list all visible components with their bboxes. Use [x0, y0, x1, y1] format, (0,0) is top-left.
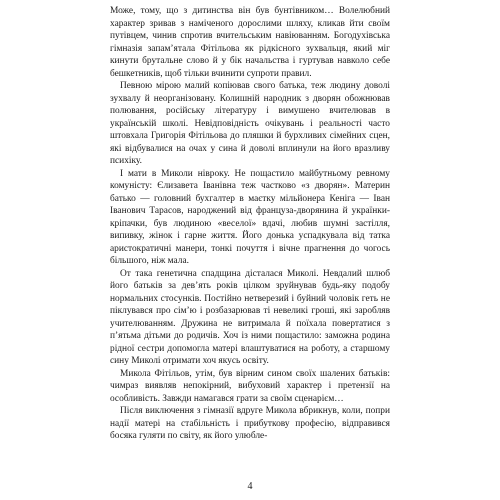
paragraph-4: От така генетична спадщина дісталася Миколі. Невдалий шлюб його батьків за дев’ять років цілком зруйнував будь-яку подобу нормальних стосунків. Постійно нетверезий і буйний чоловік геть не піклувався про сім’ю і розбазарював ті невеликі гроші, які заробляв учителюванням. Дружина не витримала й поїхала повертатися з п’ятьма дітьми до родичів. Хоч із ними пощастило: заможна родина рідної сестри допомогла матері влаштуватися на роботу, а старшому сину Миколі отримати хоч якусь освіту.: [110, 268, 390, 366]
paragraph-6: Після виключення з гімназії вдруге Микола вбрикнув, коли, попри надії матері на стабільність і прибуткову професію, відправився босяка гуляти по світу, як його улюбле-: [110, 406, 390, 441]
paragraph-5: Микола Фітільов, утім, був вірним сином своїх шалених батьків: чимраз виявляв непокірний, вибуховий характер і претензії на особливість. Завжди намагався грати за своїм сценарієм…: [110, 368, 390, 404]
paragraph-3: І мати в Миколи нівроку. Не пощастило майбутньому ревному комуністу: Єлизавета Іванівна теж частково «з дворян». Материн батько — головний бухгалтер в маєтку мільйонера Кеніга — Іван Іванович Тарасов, народжений від француза-дворянина й українки-кріпачки, був людиною «веселої» вдачі, любив шумні застілля, випивку, жінок і гарне життя. Його донька успадкувала від татка аристократичні манери, тонкі почуття і вічне прагнення до чогось більшого, ніж мала.: [110, 168, 390, 266]
paragraph-1: Може, тому, що з дитинства він був бунтівником… Волелюбний характер зривав з наміченого дорослими шляху, кликав йти своїм путівцем, чинив спротив вчительським навіюванням. Богодухівська гімназія запам’ятала Фітільова як рідкісного зухвальця, який міг кинути брутальне слово й у бік начальства і гуртував навколо себе бешкетників, щоб тільки вчинити супроти правил.: [110, 6, 390, 79]
body-text: [110, 5, 390, 443]
paragraph-2: Певною мірою малий копіював свого батька, теж людину доволі зухвалу й неорганізовану. Колишній народник з дворян обожнював полювання, російську літературу і вимушено вчителював в українській школі. Невідповідність очікувань і реальності часто штовхала Григорія Фітільова до пляшки й бурхливих сімейних сцен, які відбувалися на очах у сина й доволі вплинули на його вразливу психіку.: [110, 81, 390, 166]
page-number: 4: [247, 481, 253, 492]
